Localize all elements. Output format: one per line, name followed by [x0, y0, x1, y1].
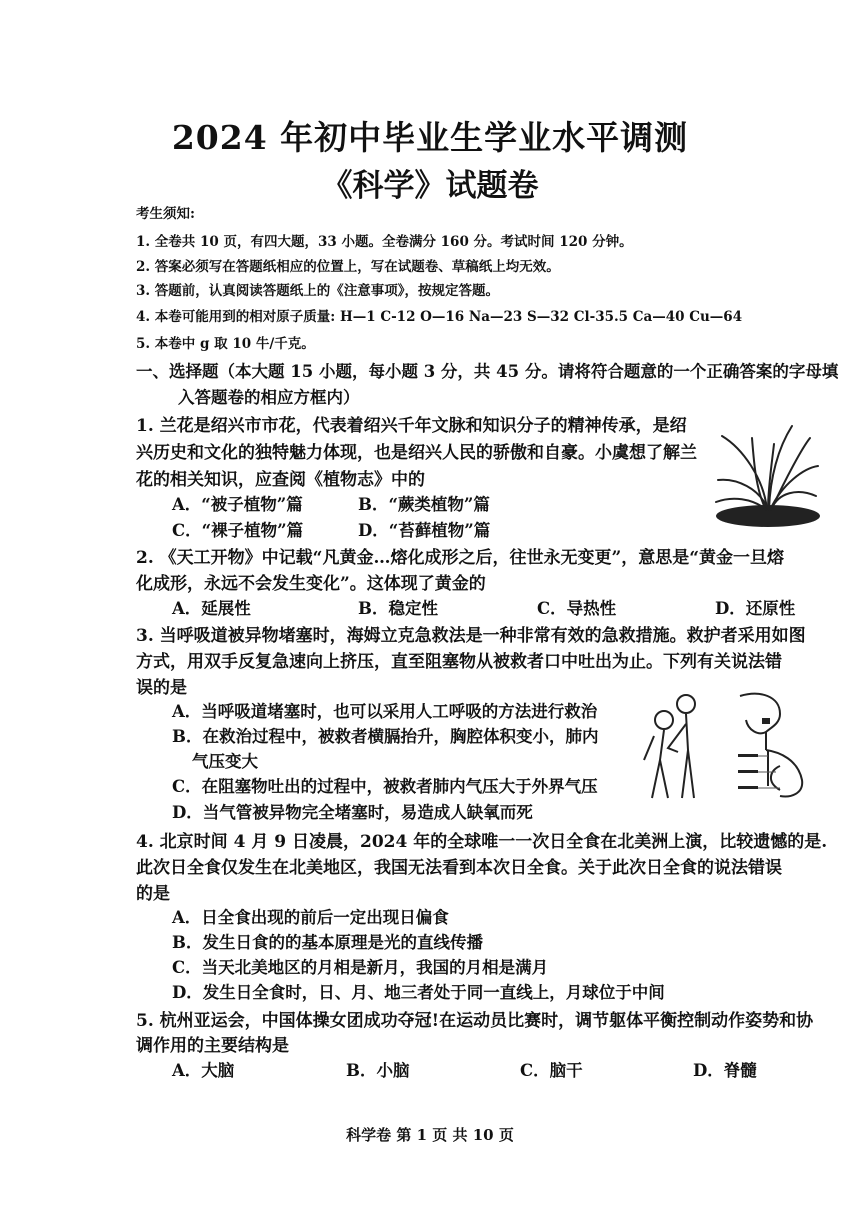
q4-option-c: C．当天北美地区的月相是新月，我国的月相是满月	[172, 958, 549, 977]
q1-stem-line2: 兴历史和文化的独特魅力体现，也是绍兴人民的骄傲和自豪。小虞想了解兰	[136, 443, 697, 463]
q3-option-b-cont: 气压变大	[192, 752, 258, 771]
q1-option-d: D．“苔藓植物”篇	[358, 521, 491, 540]
q4-stem-line2: 此次日全食仅发生在北美地区，我国无法看到本次日全食。关于此次日全食的说法错误	[136, 858, 782, 878]
q4-stem-line3: 的是	[136, 884, 170, 904]
notice-item-2: 2. 答案必须写在答题纸相应的位置上，写在试题卷、草稿纸上均无效。	[136, 259, 560, 275]
q1-stem-line3: 花的相关知识，应查阅《植物志》中的	[136, 470, 425, 490]
notice-item-4: 4. 本卷可能用到的相对原子质量: H—1 C-12 O—16 Na—23 S—32 Cl-35.5 Ca—40 Cu—64	[136, 309, 743, 325]
exam-title: 2024 年初中毕业生学业水平调测	[171, 118, 689, 157]
q2-stem-line2: 化成形，永远不会发生变化”。这体现了黄金的	[136, 574, 486, 594]
q1-stem-line1: 1. 兰花是绍兴市市花，代表着绍兴千年文脉和知识分子的精神传承，是绍	[136, 416, 687, 436]
q2-stem-line1: 2. 《天工开物》中记载“凡黄金…熔化成形之后，往世永无变更”，意思是“黄金一旦熔	[136, 548, 784, 568]
q4-stem-line1: 4. 北京时间 4 月 9 日凌晨，2024 年的全球唯一一次日全食在北美洲上演，比较遗憾的是.	[136, 832, 828, 852]
q2-option-b: B．稳定性	[358, 599, 438, 618]
q5-option-a: A．大脑	[172, 1061, 235, 1080]
notice-item-3: 3. 答题前，认真阅读答题纸上的《注意事项》，按规定答题。	[136, 283, 500, 299]
q3-stem-line3: 误的是	[136, 678, 187, 698]
q3-option-d: D．当气管被异物完全堵塞时，易造成人缺氧而死	[172, 803, 533, 822]
orchid-illustration	[712, 418, 824, 530]
q4-option-b: B．发生日食的的基本原理是光的直线传播	[172, 933, 483, 952]
notice-item-1: 1. 全卷共 10 页，有四大题，33 小题。全卷满分 160 分。考试时间 120 分钟。	[136, 234, 633, 250]
notice-heading: 考生须知:	[136, 206, 195, 222]
q2-option-d: D．还原性	[715, 599, 796, 618]
page-footer: 科学卷 第 1 页 共 10 页	[346, 1126, 514, 1144]
section-header-line2: 入答题卷的相应方框内）	[178, 388, 360, 407]
q1-option-a: A．“被子植物”篇	[172, 495, 303, 514]
q3-option-c: C．在阻塞物吐出的过程中，被救者肺内气压大于外界气压	[172, 777, 598, 796]
q5-option-d: D．脊髓	[693, 1061, 757, 1080]
q5-stem-line2: 调作用的主要结构是	[136, 1036, 289, 1056]
q2-option-a: A．延展性	[172, 599, 251, 618]
q2-option-c: C．导热性	[537, 599, 617, 618]
q4-option-a: A．日全食出现的前后一定出现日偏食	[172, 908, 449, 927]
q5-option-b: B．小脑	[346, 1061, 410, 1080]
notice-item-5: 5. 本卷中 g 取 10 牛/千克。	[136, 336, 315, 352]
section-header-line1: 一、选择题（本大题 15 小题，每小题 3 分，共 45 分。请将符合题意的一个正确答案的字母填	[136, 362, 839, 381]
q5-stem-line1: 5. 杭州亚运会，中国体操女团成功夺冠!在运动员比赛时，调节躯体平衡控制动作姿势和协	[136, 1011, 814, 1031]
q1-option-c: C．“裸子植物”篇	[172, 521, 304, 540]
q3-stem-line2: 方式，用双手反复急速向上挤压，直至阻塞物从被救者口中吐出为止。下列有关说法错	[136, 652, 782, 672]
q1-option-b: B．“蕨类植物”篇	[358, 495, 490, 514]
heimlich-illustration	[630, 690, 830, 802]
q3-stem-line1: 3. 当呼吸道被异物堵塞时，海姆立克急救法是一种非常有效的急救措施。救护者采用如图	[136, 626, 806, 646]
q5-option-c: C．脑干	[520, 1061, 583, 1080]
q3-option-b: B．在救治过程中，被救者横膈抬升，胸腔体积变小，肺内	[172, 727, 599, 746]
q3-option-a: A．当呼吸道堵塞时，也可以采用人工呼吸的方法进行救治	[172, 702, 598, 721]
exam-subtitle: 《科学》试题卷	[321, 168, 539, 204]
q4-option-d: D．发生日全食时，日、月、地三者处于同一直线上，月球位于中间	[172, 983, 665, 1002]
